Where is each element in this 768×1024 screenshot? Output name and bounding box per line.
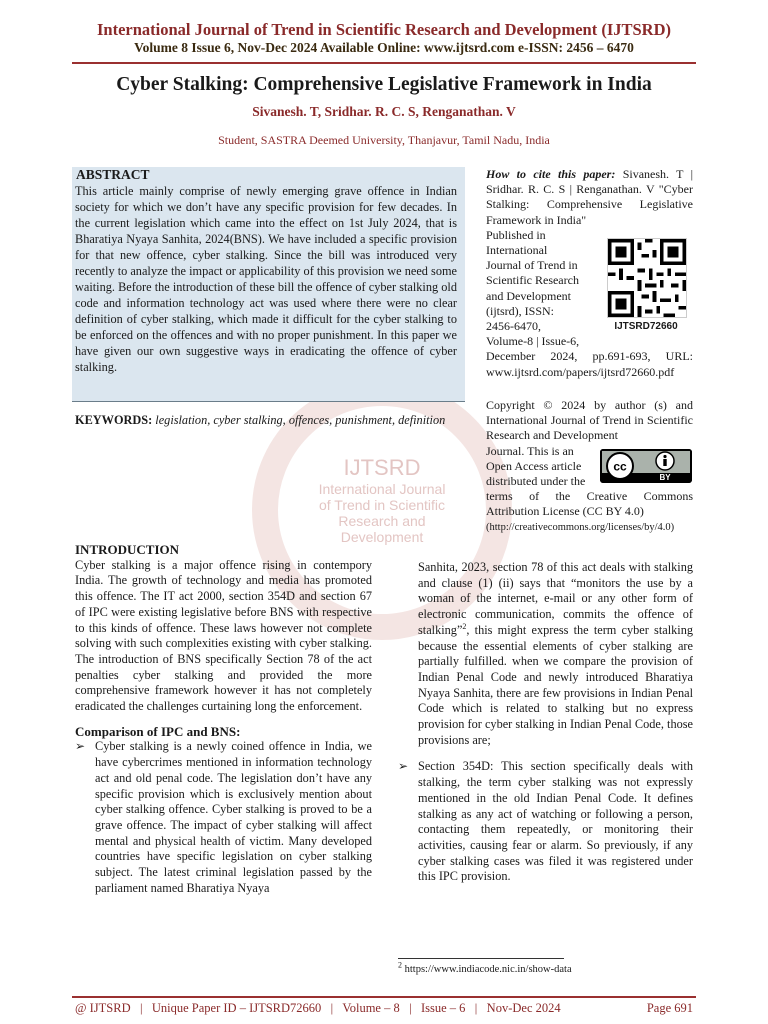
page-number: Page 691 bbox=[646, 1001, 693, 1015]
qr-code-icon bbox=[607, 238, 687, 318]
abstract-heading: ABSTRACT bbox=[76, 167, 150, 182]
copyright-mid bbox=[486, 444, 598, 490]
footer-rule bbox=[72, 996, 696, 998]
watermark-line5: Development bbox=[340, 529, 424, 545]
watermark-line4: Research and bbox=[338, 513, 426, 529]
copyright-mid-line: Journal. This is an bbox=[486, 443, 574, 458]
comparison-heading: Comparison of IPC and BNS: bbox=[75, 723, 241, 739]
right-paragraph bbox=[398, 560, 693, 748]
footnote-rule bbox=[398, 958, 564, 959]
cc-by-license-icon bbox=[600, 449, 692, 483]
citation-mid-line: and Development bbox=[486, 288, 571, 303]
right-column bbox=[398, 560, 693, 885]
footer-text: @ IJTSRD | Unique Paper ID – IJTSRD72660 | Volume – 8 | Issue – 6 | Nov-Dec 2024 bbox=[75, 1001, 561, 1015]
copyright-top: Copyright © 2024 by author (s) and International Journal of Trend in Scientific Research and Development bbox=[486, 398, 693, 443]
introduction-text: Cyber stalking is a major offence rising in contempory India. The growth of technology and media has promoted this offence. The IT act 2000, section 354D and section 67 of IPC were existing legislative before BNS with respective to this kinds of offence. These laws however not complete solving with such complexities existing with cyber stalking. The introduction of BNS specifically Section 78 of the act penalties cyber stalking and provided the more comprehensive framework however it has not completely eradicated the challenges curtaining long the enforcement. bbox=[75, 557, 372, 714]
introduction-heading: INTRODUCTION bbox=[75, 542, 180, 557]
watermark-line2: International Journal bbox=[318, 481, 446, 497]
citation-mid-line: Published in bbox=[486, 227, 546, 242]
keywords bbox=[75, 412, 465, 428]
copyright-mid-line: Open Access article bbox=[486, 458, 582, 473]
bullet-item bbox=[398, 759, 693, 885]
citation-label: How to cite this paper: bbox=[486, 167, 616, 181]
watermark-line1: IJTSRD bbox=[343, 455, 421, 480]
page-footer bbox=[75, 1001, 693, 1016]
qr-id-label: IJTSRD72660 bbox=[614, 321, 678, 332]
watermark-text bbox=[262, 455, 502, 545]
footnote-ref: 2 bbox=[462, 621, 467, 631]
paper-authors: Sivanesh. T, Sridhar. R. C. S, Renganathan. V bbox=[252, 104, 516, 119]
copyright-bottom: terms of the Creative Commons Attribution License (CC BY 4.0) bbox=[486, 489, 693, 519]
keywords-text: legislation, cyber stalking, offences, punishment, definition bbox=[152, 413, 446, 427]
abstract-text: This article mainly comprise of newly emerging grave offence in Indian society for which we don’t have any specific provision for few decades. In the current legislation which came into the effect on 1st July 2024, that is Bharatiya Nyaya Sanhita, 2024(BNS). We have included a specific provision for that new offence, cyber stalking. Since the bill was introduced very recently to analyze the impact or applicability of this provision we need some waiting. Before the introduction of these bill the offence of cyber stalking old code and information technology act was used where there were no clear definition of cyber stalking, which made it difficult for the cyber stalking to be enforced on the offences and with no proper punishment. In this paper we have given our own suggestive ways in eradicating the offence of cyber stalking. bbox=[75, 184, 457, 374]
svg-text:cc: cc bbox=[613, 459, 627, 474]
watermark-line3: of Trend in Scientific bbox=[318, 497, 446, 513]
bullet-text: Cyber stalking is a newly coined offence in India, we have cybercrimes mentioned in information technology act and old penal code. The legislation don’t have any specific provision which is exclusively mention about cyber stalking offence. Cyber stalking is proved to be a grave offence. The impact of cyber stalking will affect mental and physical health of victim. Many developed countries have specific legislation on cyber stalking subject. The latest criminal legislation passed by the parliament named Bharatiya Nyaya bbox=[95, 739, 372, 895]
right-paragraph-b: , this might express the term cyber stalking because the essential elements of cyber stalking are partially fulfilled. when we compare the provision of Indian Penal Code and newly introduced Bharatiya Nyaya Sanhita, there are few provisions in Indian Penal Code which is related to stalking but no express provision for cyber stalking in Indian Penal Code, those provisions are; bbox=[418, 622, 693, 747]
footnote-number: 2 bbox=[398, 960, 402, 970]
cc-by-text: BY bbox=[659, 473, 671, 482]
footnote-text: https://www.indiacode.nic.in/show-data bbox=[402, 964, 572, 975]
right-paragraph-a: Sanhita, 2023, section 78 of this act deals with stalking and clause (1) (ii) says that “monitors the use by a woman of the internet, e-mail or any other form of electronic communication, commits the offence of stalking” bbox=[418, 560, 693, 637]
citation-mid-line: 2456-6470, bbox=[486, 319, 541, 334]
citation-top bbox=[486, 167, 693, 228]
header-rule bbox=[72, 62, 696, 64]
bullet-text: Section 354D: This section specifically deals with stalking, the term cyber stalking was not expressly mentioned in the old Indian Penal Code. It defines stalking as any act of watching or following a person, contacting them repeatedly, or monitoring their activities, causing fear or alarm. So previously, if any cyber stalking cases was filed it was registered under this IPC provision. bbox=[418, 759, 693, 884]
journal-volume-line: Volume 8 Issue 6, Nov-Dec 2024 Available Online: www.ijtsrd.com e-ISSN: 2456 – 6470 bbox=[134, 40, 634, 55]
citation-mid-line: Scientific Research bbox=[486, 273, 579, 288]
bullet-arrow-icon: ➢ bbox=[398, 759, 409, 774]
citation-bottom: December 2024, pp.691-693, URL: www.ijtsrd.com/papers/ijtsrd72660.pdf bbox=[486, 349, 693, 379]
footnote bbox=[398, 960, 572, 975]
license-url[interactable]: (http://creativecommons.org/licenses/by/4.0) bbox=[486, 521, 675, 533]
keywords-label: KEYWORDS: bbox=[75, 413, 153, 427]
citation-mid-line: (ijtsrd), ISSN: bbox=[486, 303, 555, 318]
left-column bbox=[75, 542, 372, 896]
journal-name: International Journal of Trend in Scientific Research and Development (IJTSRD) bbox=[97, 20, 671, 39]
paper-title: Cyber Stalking: Comprehensive Legislative Framework in India bbox=[116, 74, 652, 95]
paper-affiliation: Student, SASTRA Deemed University, Thanjavur, Tamil Nadu, India bbox=[218, 133, 550, 147]
citation-mid-line: Journal of Trend in bbox=[486, 258, 578, 273]
bullet-arrow-icon: ➢ bbox=[75, 739, 86, 754]
copyright-mid-line: distributed under the bbox=[486, 474, 586, 489]
bullet-item bbox=[75, 739, 372, 896]
citation-mid-line: Volume-8 | Issue-6, bbox=[486, 334, 580, 349]
citation-mid bbox=[486, 228, 598, 350]
citation-mid-line: International bbox=[486, 243, 548, 258]
citation-top-text: Sivanesh. T | Sridhar. R. C. S | Renganathan. V "Cyber Stalking: Comprehensive Legislative Framework in India" bbox=[486, 167, 693, 227]
